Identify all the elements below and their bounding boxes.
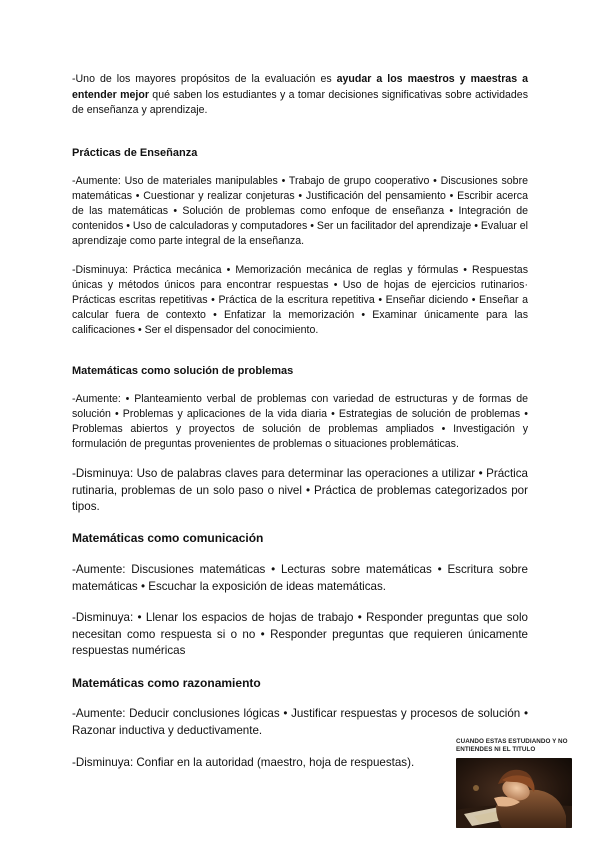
section-title: Prácticas de Enseñanza xyxy=(72,147,198,159)
aumente-text: -Aumente: Deducir conclusiones lógicas • Justificar respuestas y procesos de solución • Razonar inductiva y deductivamente. xyxy=(72,707,528,737)
razonamiento-aumente xyxy=(72,706,528,739)
disminuya-text: -Disminuya: Confiar en la autoridad (maestro, hoja de respuestas). xyxy=(72,756,415,769)
section-comunicacion xyxy=(72,530,528,546)
intro-prefix: -Uno de los mayores propósitos de la evaluación es xyxy=(72,73,337,85)
solucion-aumente xyxy=(72,392,528,452)
aumente-text: -Aumente: Discusiones matemáticas • Lecturas sobre matemáticas • Escritura sobre matemáticas • Escuchar la exposición de ideas matemáticas. xyxy=(72,563,528,593)
section-solucion xyxy=(72,364,528,379)
disminuya-text: -Disminuya: Práctica mecánica • Memorización mecánica de reglas y fórmulas • Respuestas únicas y métodos únicos para encontrar respuestas • Uso de hojas de ejercicios rutinarios· Prácticas escritas repetitivas • Práctica de la escritura repetitiva • Enseñar diciendo • Enseñar a calcular fuera de contexto • Enfatizar la memorización • Examinar únicamente para las calificaciones • Ser el dispensador del conocimiento. xyxy=(72,264,528,336)
aumente-text: -Aumente: Uso de materiales manipulables • Trabajo de grupo cooperativo • Discusiones sobre matemáticas • Cuestionar y realizar conjeturas • Justificación del pensamiento • Escribir acerca de las matemáticas • Solución de problemas como enfoque de enseñanza • Integración de contenidos • Uso de calculadoras y computadores • Ser un facilitador del aprendizaje • Evaluar el aprendizaje como parte integral de la enseñanza. xyxy=(72,175,528,247)
section-title: Matemáticas como razonamiento xyxy=(72,676,261,690)
sleeping-student-painting-icon xyxy=(456,758,572,828)
section-title: Matemáticas como solución de problemas xyxy=(72,365,294,377)
solucion-disminuya xyxy=(72,466,528,516)
disminuya-text: -Disminuya: • Llenar los espacios de hojas de trabajo • Responder preguntas que solo necesitan como respuesta si o no • Responder preguntas que requieren únicamente respuestas numéricas xyxy=(72,611,528,657)
disminuya-text: -Disminuya: Uso de palabras claves para determinar las operaciones a utilizar • Práctica rutinaria, problemas de un solo paso o nivel • Práctica de problemas categorizados por tipos. xyxy=(72,467,528,513)
section-practicas xyxy=(72,146,528,161)
section-razonamiento xyxy=(72,675,528,691)
practicas-aumente xyxy=(72,174,528,249)
meme-image-block xyxy=(456,738,574,828)
comunicacion-disminuya xyxy=(72,610,528,660)
comunicacion-aumente xyxy=(72,562,528,595)
aumente-text: -Aumente: • Planteamiento verbal de problemas con variedad de estructuras y de formas de solución • Problemas y aplicaciones de la vida diaria • Estrategias de solución de problemas • Problemas abiertos y proyectos de solución de problemas ampliados • Investigación y formulación de preguntas provenientes de problemas o situaciones problemáticas. xyxy=(72,393,528,450)
intro-suffix: qué saben los estudiantes y a tomar decisiones significativas sobre actividades de enseñanza y aprendizaje. xyxy=(72,88,529,116)
meme-caption: CUANDO ESTAS ESTUDIANDO Y NO ENTIENDES NI EL TITULO xyxy=(456,738,568,753)
razonamiento-disminuya xyxy=(72,755,452,772)
intro-bold-b: entender mejor xyxy=(72,88,149,101)
intro-bold-a: ayudar a los maestros y maestras a xyxy=(336,73,528,85)
intro-paragraph xyxy=(72,72,528,119)
practicas-disminuya xyxy=(72,263,528,338)
meme-painting xyxy=(456,758,572,828)
section-title: Matemáticas como comunicación xyxy=(72,531,264,545)
